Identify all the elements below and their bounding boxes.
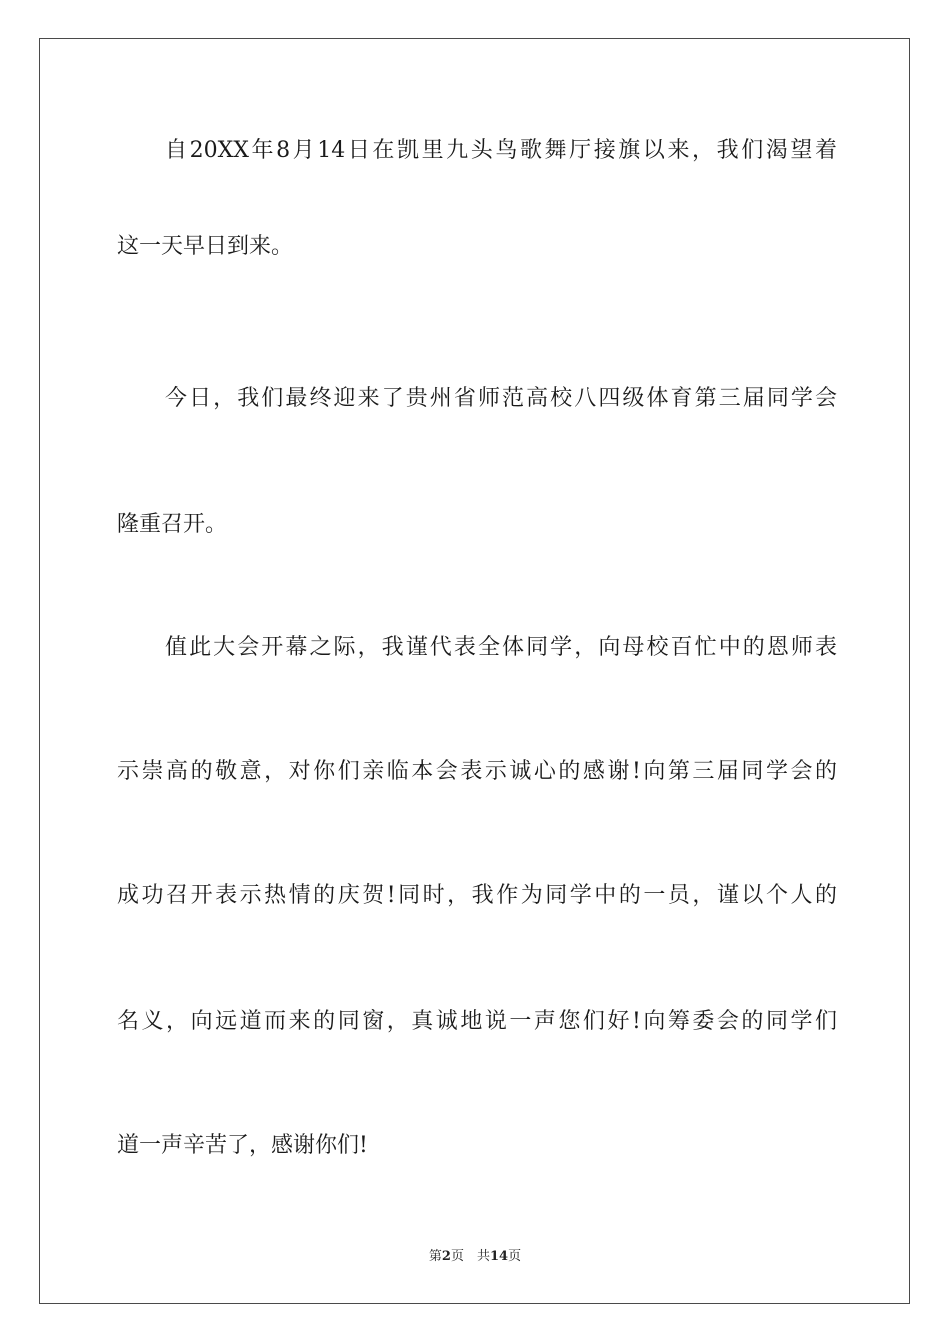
footer-suffix: 页 xyxy=(508,1249,522,1264)
page-footer xyxy=(0,1247,950,1267)
paragraph-1-line-2: 这一天早日到来。 xyxy=(117,234,294,259)
footer-mid: 页 共 xyxy=(450,1249,490,1264)
paragraph-3-line-3: 成功召开表示热情的庆贺!同时，我作为同学中的一员，谨以个人的 xyxy=(117,883,837,908)
page-border xyxy=(39,38,910,1304)
footer-total-pages: 14 xyxy=(489,1249,509,1264)
paragraph-2-line-2: 隆重召开。 xyxy=(117,512,228,537)
paragraph-3-line-4: 名义，向远道而来的同窗，真诚地说一声您们好!向筹委会的同学们 xyxy=(117,1009,837,1034)
paragraph-3-line-5: 道一声辛苦了，感谢你们! xyxy=(117,1133,368,1158)
paragraph-1-line-1: 自20XX年8月14日在凯里九头鸟歌舞厅接旗以来，我们渴望着 xyxy=(165,138,837,163)
paragraph-3-line-1: 值此大会开幕之际，我谨代表全体同学，向母校百忙中的恩师表 xyxy=(165,635,837,660)
footer-current-page: 2 xyxy=(441,1249,451,1264)
footer-prefix: 第 xyxy=(428,1249,442,1264)
paragraph-2-line-1: 今日，我们最终迎来了贵州省师范高校八四级体育第三届同学会 xyxy=(165,386,837,411)
paragraph-3-line-2: 示崇高的敬意，对你们亲临本会表示诚心的感谢!向第三届同学会的 xyxy=(117,759,837,784)
